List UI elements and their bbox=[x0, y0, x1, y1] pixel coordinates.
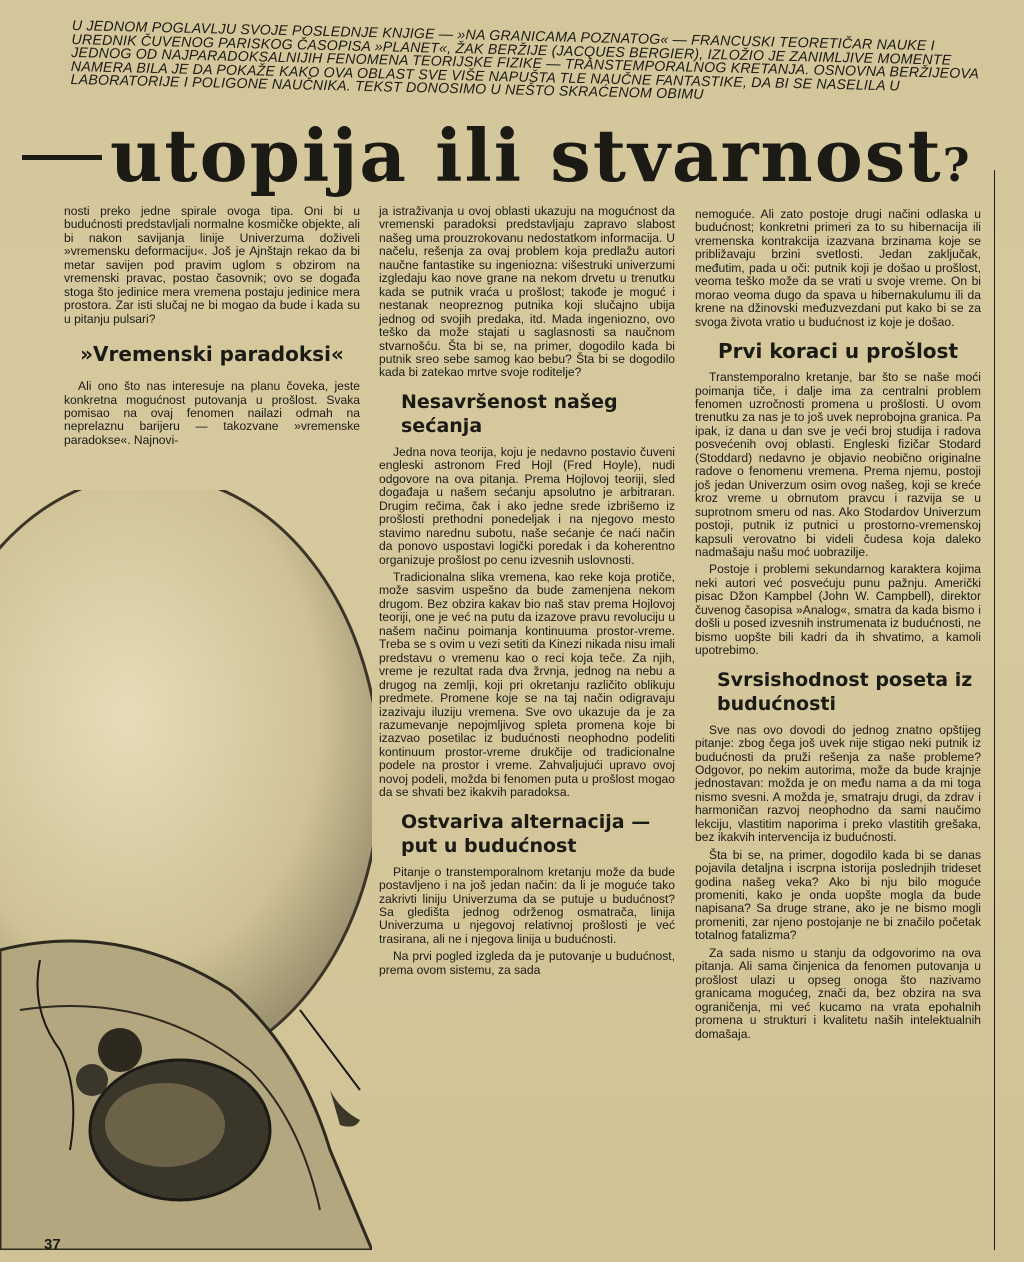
subheading: Ostvariva alternacija — put u budućnost bbox=[401, 810, 651, 857]
page-number: 37 bbox=[44, 1236, 61, 1253]
subheading: »Vremenski paradoksi« bbox=[80, 342, 344, 367]
paragraph: Ali ono što nas interesuje na planu čoveka, jeste konkretna mogućnost putovanja u prošlost. Svaka pomisao na ovaj fenomen nailazi odmah na neprelaznu barijeru — takozvane »vremenske paradokse«. Najnovi- bbox=[64, 379, 360, 447]
paragraph: ja istraživanja u ovoj oblasti ukazuju na mogućnost da vremenski paradoksi predstavljaju zapravo slabost našeg uma prouzrokovanu nedostatkom informacija. U načelu, rešenja za ovaj problem koja predlažu autori naučne fantastike su ingeniozna: višestruki univerzumi izgledaju kao nove grane na nekom drvetu u trenutku kada se putnik vraća u prošlost; takođe je moguć i nestanak neopreznog putnika koji slučajno ubija jednog od svojih predaka, itd. Mada ingeniozno, ovo teško da može stajati u saglasnosti sa naučnom stvarnošću. Šta bi se, na primer, dogodilo kada bi putnik sreo sebe samog kao bebu? Šta bi se dogodilo kada bi zatekao mrtve svoje roditelje? bbox=[379, 204, 675, 380]
title-rule bbox=[22, 155, 102, 160]
paragraph: Za sada nismo u stanju da odgovorimo na ova pitanja. Ali sama činjenica da fenomen putovanja u prošlost ulazi u opseg onoga što nazivamo granicama mogućeg, znači da, bez obzira na sva ograničenja, mi već kucamo na vrata epohalnih promena u strukturi i kvalitetu naših intelektualnih domašaja. bbox=[695, 945, 981, 1041]
paragraph: Pitanje o transtemporalnom kretanju može da bude postavljeno i na još jedan način: da li je moguće tako zakrivti liniju Univerzuma da se putuje u budućnost? Sa gledišta jednog održenog osmatrača, linija Univerzuma u njegovoj relativnoj prošlosti je već trasirana, ali ne i njegova linija u budućnosti. bbox=[379, 864, 675, 946]
article-title-text: utopija ili stvarnost bbox=[110, 113, 943, 198]
column-3 bbox=[695, 208, 981, 1045]
paragraph: Jedna nova teorija, koju je nedavno postavio čuveni engleski astronom Fred Hojl (Fred Hoyle), nudi odgovore na ova pitanja. Prema Hojlovoj teoriji, sled događaja u našem sećanju apsolutno je arbitraran. Drugim rečima, čak i ako jedne srede izbrišemo iz prošlosti prethodni ponedeljak i na njegovo mesto stavimo narednu subotu, naše sećanje će naći način da ponovo uspostavi logički poredak i da koherentno organizuje prošlost po cenu izvesnih uslovnosti. bbox=[379, 444, 675, 567]
subheading: Svrsishodnost poseta iz budućnosti bbox=[717, 668, 973, 715]
column-2 bbox=[379, 205, 675, 981]
paragraph: Transtemporalno kretanje, bar što se naše moći poimanja tiče, i dalje ima za centralni problem fenomen uzročnosti promena u prošlosti. U ovom trenutku za nas je to još uvek neprobojna granica. Pa ipak, iz dana u dan sve je veći broj studija i radova posvećenih ovoj oblasti. Engleski fizičar Stodard (Stoddard) nedavno je objavio neobično originalne radove o fenomenu vremena. Prema njemu, postoji još jedan Univerzum osim ovog našeg, koji se kreće kroz vreme u obrnutom pravcu i razvija se u suprotnom smeru od nas. Ako Stodardov Univerzum postoji, putnik iz putnici u prostorno-vremenskoj kapsuli verovatno bi videli čudesa koja daleko nadmašaju našu moć uobrazilje. bbox=[695, 370, 981, 559]
paragraph: nosti preko jedne spirale ovoga tipa. Oni bi u budućnosti predstavljali normalne kosmičke objekte, ali bi nakon savijanja linije Univerzuma doživeli »vremensku deformaciju«. Još je Ajnštajn rekao da bi metar savijen pod pravim uglom s obzirom na vremenski pravac, postao časovnik; ovo se događa stoga što jedinice mera vremena postaju jedinice mera prostora. Zar isti slučaj ne bi mogao da bude i kada su u pitanju pulsari? bbox=[64, 204, 360, 326]
paragraph: Sve nas ovo dovodi do jednog znatno opštijeg pitanje: zbog čega još uvek nije stigao neki putnik iz budućnosti da pruži rešenja za naše probleme? Odgovor, po nekim autorima, može da bude krajnje jednostavan: možda je on među nama a da mi toga nismo svesni. A možda je, smatraju drugi, da zdrav i harmoničan razvoj neophodno da sami naučimo lekciju, vlastitim naporima i preko vlastitih grešaka, bez ikakvih intervencija iz budućnosti. bbox=[695, 722, 981, 845]
subheading: Nesavršenost našeg sećanja bbox=[401, 390, 618, 437]
article-title bbox=[110, 113, 1010, 203]
column-divider-right bbox=[994, 170, 995, 1250]
paragraph: nemoguće. Ali zato postoje drugi načini odlaska u budućnost; konkretni primeri za to su hibernacija ili vremenska kontrakcija izazvana brzinama koje se približavaju brzini svetlosti. Jedan zaključak, međutim, pada u oči: putnik koji je došao u prošlost, veoma teško može da se vrati u svoje vreme. On bi morao veoma dugo da spava u hibernakulumu ili da krene na džinovski međuzvezdani put kako bi se za svoga života vratio u budućnost iz koje je došao. bbox=[695, 207, 981, 329]
article-lead: U JEDNOM POGLAVLJU SVOJE POSLEDNJE KNJIGE — »NA GRANICAMA POZNATOG« — FRANCUSKI TEORETIČAR NAUKE I UREDNIK ČUVENOG PARISKOG ČASOPISA »PLANET«, ŽAK BERŽIJE (JACQUES BERGIER), IZLOŽIO JE ZANIMLJIVE MOMENTE JEDNOG OD NAJPARADOKSALNIJIH FENOMENA TEORIJSKE FIZIKE — TRANSTEMPORALNOG KRETANJA. OSNOVNA BERŽIJEOVA NAMERA BILA JE DA POKAŽE KAKO OVA OBLAST SVE VIŠE NAPUŠTA TLE NAUČNE FANTASTIKE, DA BI SE NASELILA U LABORATORIJE I POLIGONE NAUČNIKA. TEKST DONOSIMO U NEŠTO SKRAĆENOM OBIMU bbox=[70, 18, 979, 104]
spaceship-illustration bbox=[0, 490, 372, 1250]
subheading: Prvi koraci u prošlost bbox=[718, 339, 958, 364]
paragraph: Postoje i problemi sekundarnog karaktera kojima neki autori već posvećuju punu pažnju. Američki pisac Džon Kampbel (John W. Campbell), direktor čuvenog časopisa »Analog«, smatra da kada bismo i došli u posed izvesnih instrumenata iz budućnosti, ne bismo uopšte bili kadri da ih shvatimo, a kamoli upotrebimo. bbox=[695, 562, 981, 658]
paragraph: Šta bi se, na primer, dogodilo kada bi se danas pojavila detaljna i iscrpna istorija poslednjih trideset godina našeg veka? Ako bi nju bilo moguće promeniti, kako je onda uopšte mogla da bude napisana? Sa druge strane, ako je ne bismo mogli promeniti, zar njeno postojanje ne bi značilo početak totalnog fatalizma? bbox=[695, 847, 981, 943]
paragraph: Na prvi pogled izgleda da je putovanje u budućnost, prema ovom sistemu, za sada bbox=[379, 949, 675, 977]
title-question-mark: ? bbox=[942, 138, 972, 192]
column-1 bbox=[64, 205, 360, 451]
paragraph: Tradicionalna slika vremena, kao reke koja protiče, može sasvim uspešno da bude zamenjena nekom drugom. Bez obzira kakav bio naš stav prema Hojlovoj teoriji, one je već na putu da izazove pravu revoluciju u našem načinu poimanja kontinuuma prostor-vreme. Treba se s ovim u vezi setiti da Kinezi nikada nisu imali predstavu o vremenu kao o reci koja teče. Za njih, vreme je rezultat rada dva žrvnja, jednog na nebu a drugog na zemlji, koji pri okretanju različito oblikuju predmete. Promene koje se na taj način odigravaju izazivaju iluziju vremena. Sve ovo ukazuje da je za razumevanje nepojmljivog spleta promena koje bi izazvao posetilac iz budućnosti neophodno podeliti kontinuum prostor-vreme drukčije od tradicionalne podele na prostor i vreme. Zahvaljujući upravo ovoj novoj podeli, možda bi fenomen puta u prošlost mogao da se shvati bez ikakvih paradoksa. bbox=[379, 569, 675, 800]
